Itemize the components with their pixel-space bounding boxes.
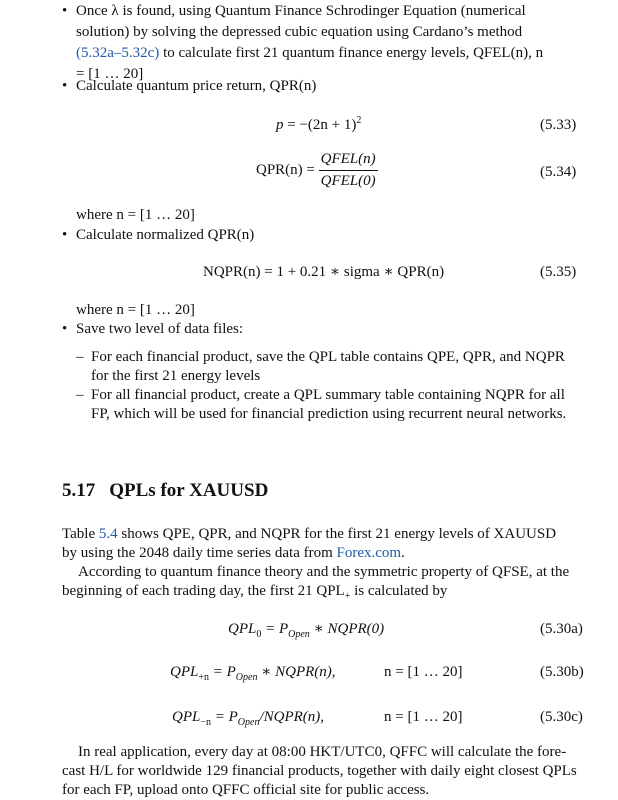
text-line: In real application, every day at 08:00 HKT/UTC0, QFFC will calculate the fore- [78,744,567,760]
paragraph-qfse [62,563,584,601]
text-line: beginning of each trading day, the first 21 $QPL_+$ is calculated by [62,583,448,602]
text-line: solution) by solving the depressed cubic equation using Cardano’s method [76,24,523,40]
equation-condition: n = [1 … 20] [384,664,463,680]
text-line: For each financial product, save the QPL table contains QPE, QPR, and NQPR [91,349,565,365]
equation-condition: n = [1 … 20] [384,709,463,725]
text-line: Table 5.4 shows QPE, QPR, and NQPR for the first 21 energy levels of XAUUSD [62,526,557,542]
section-number: 5.17 [62,480,96,501]
bullet-save: Save two level of data files: [76,321,244,337]
bullet-dot: • [62,3,68,19]
bullet-dot: • [62,78,68,94]
text-line: for each FP, upload onto QFFC official site for public access. [62,782,430,798]
text-line: = [1 … 20] [76,66,144,82]
bullet-cardano [76,2,582,84]
fraction: $\frac{\text{QFEL(n)}}{\text{QFEL(0)}}$ [320,151,376,189]
text-line: FP, which will be used for financial prediction using recurrent neural networks. [91,406,567,422]
equation-number: (5.30b) [540,664,584,680]
text-line: Once λ is found, using Quantum Finance Schrodinger Equation (numerical [76,3,526,19]
text-line: cast H/L for worldwide 129 financial products, together with daily eight closest QPLs [62,763,577,779]
dash-marker: – [76,349,84,365]
section-heading [62,481,268,500]
bullet-qpr: Calculate quantum price return, QPR(n) [76,78,317,94]
equation-5-30b: $QPL_{+n} = P_{Open}$ ∗ NQPR(n), [170,664,336,683]
equation-5-34: QPR(n) = $\frac{\text{QFEL(n)}}{\text{QFEL(0)}}$ [256,151,376,189]
text-line: (5.32a–5.32c) to calculate first 21 quantum finance energy levels, QFEL(n), n [76,45,544,61]
equation-5-33: $p = -(2n + 1)^2$ [276,115,362,133]
lambda-symbol: λ [111,3,119,19]
paragraph-table-ref [62,525,584,563]
forex-link[interactable]: Forex.com [336,545,402,561]
dash-marker: – [76,387,84,403]
bullet-dot: • [62,321,68,337]
equation-5-35: NQPR(n) = 1 + 0.21 ∗ sigma ∗ QPR(n) [203,264,445,280]
table-ref-link[interactable]: 5.4 [98,526,118,542]
dash-item [91,348,587,386]
equation-ref-link[interactable]: (5.32a–5.32c) [76,45,160,61]
paragraph-real-application [62,743,584,800]
bullet-dot: • [62,227,68,243]
equation-5-30a: $QPL_0 = P_{Open}$ ∗ NQPR(0) [228,621,385,640]
dash-item [91,386,587,424]
equation-number: (5.30a) [540,621,583,637]
where-clause: where n = [1 … 20] [76,302,195,318]
bullet-nqpr: Calculate normalized QPR(n) [76,227,255,243]
equation-number: (5.35) [540,264,577,280]
equation-number: (5.30c) [540,709,583,725]
section-title: QPLs for XAUUSD [109,480,269,501]
text-line: by using the 2048 daily time series data from Forex.com. [62,545,405,561]
equation-5-30c: $QPL_{-n}$ = $P_{Open}/NQPR(n)$, [172,709,325,728]
text-line: According to quantum finance theory and the symmetric property of QFSE, at the [78,564,570,580]
equation-number: (5.33) [540,117,577,133]
equation-number: (5.34) [540,164,577,180]
text-line: For all financial product, create a QPL summary table containing NQPR for all [91,387,565,403]
text-line: for the first 21 energy levels [91,368,261,384]
where-clause: where n = [1 … 20] [76,207,195,223]
